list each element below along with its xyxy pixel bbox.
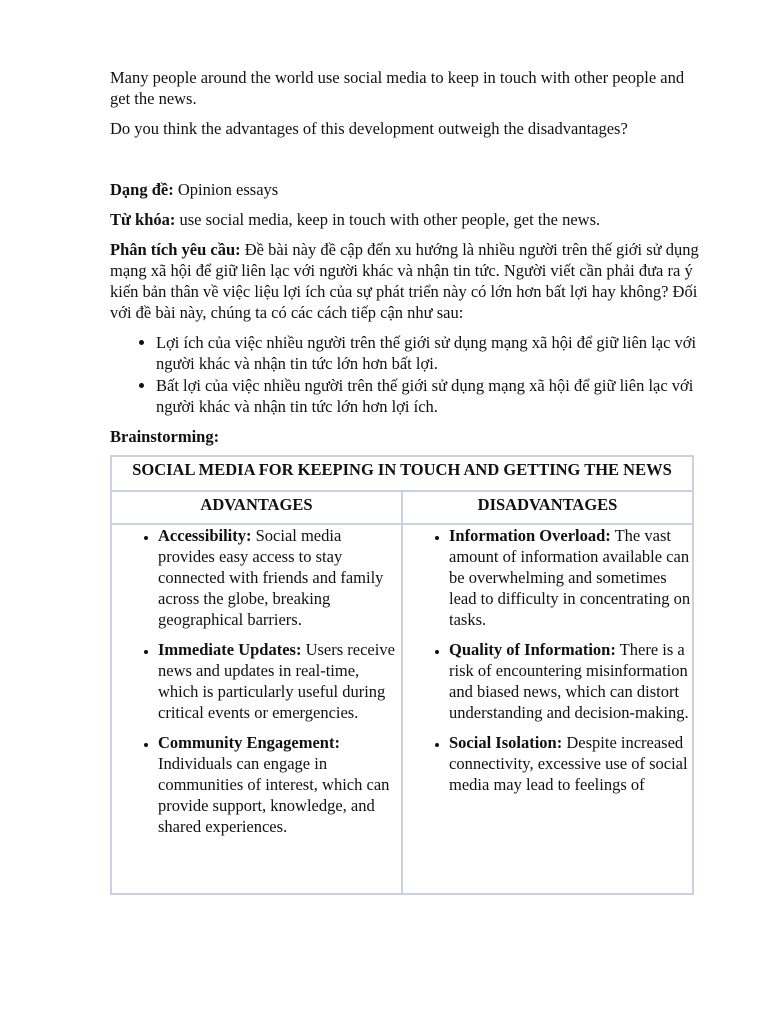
prompt-line-1: Many people around the world use social media to keep in touch with other people and get the news. [110,68,685,108]
advantage-label: Accessibility: [158,526,252,545]
essay-type-value: Opinion essays [173,180,279,199]
advantage-item [158,525,395,630]
advantages-header: ADVANTAGES [111,491,402,524]
disadvantage-text: Despite increased connectivity, excessive use of social media may lead to feelings of [449,733,688,794]
list-item: • Bất lợi của việc nhiều người trên thế giới sử dụng mạng xã hội để giữ liên lạc với người khác và nhận tin tức lớn hơn lợi ích. [156,375,700,417]
advantage-label: Community Engagement: [158,733,340,752]
analysis [110,239,700,323]
keywords-value: use social media, keep in touch with other people, get the news. [175,210,601,229]
advantage-text: Individuals can engage in communities of interest, which can provide support, knowledge, and shared experiences. [158,754,390,836]
analysis-value: Đề bài này đề cập đến xu hướng là nhiều người trên thế giới sử dụng mạng xã hội để giữ liên lạc với người khác và nhận tin tức. Người viết cần phải đưa ra ý kiến bản thân về việc liệu lợi ích của sự phát triển này có lớn hơn bất lợi hay không? Đối với đề bài này, chúng ta có các cách tiếp cận như sau: [110,240,699,322]
advantage-text: Social media provides easy access to stay connected with friends and family across the globe, breaking geographical barriers. [158,526,384,629]
disadvantage-label: Information Overload: [449,526,611,545]
analysis-label: Phân tích yêu cầu: [110,240,241,259]
disadvantage-item [449,639,692,723]
advantage-label: Immediate Updates: [158,640,302,659]
disadvantages-header: DISADVANTAGES [402,491,693,524]
disadvantages-cell [402,524,693,894]
disadvantage-text: The vast amount of information available can be overwhelming and sometimes lead to difficulty in concentrating on tasks. [449,526,691,629]
disadvantage-label: Social Isolation: [449,733,563,752]
advantage-text: Users receive news and updates in real-time, which is particularly useful during critical events or emergencies. [158,640,395,722]
brainstorming-table [110,455,694,895]
document-content [110,67,700,895]
advantages-list [112,525,401,837]
keywords-label: Từ khóa: [110,210,176,229]
essay-type [110,179,700,200]
disadvantage-label: Quality of Information: [449,640,616,659]
disadvantages-list [403,525,692,795]
advantage-item [158,639,395,723]
disadvantage-item [449,525,692,630]
advantage-item [158,732,395,837]
approach-list [110,332,700,417]
keywords [110,209,700,230]
list-item: • Lợi ích của việc nhiều người trên thế giới sử dụng mạng xã hội để giữ liên lạc với người khác và nhận tin tức lớn hơn bất lợi. [156,332,700,374]
essay-type-label: Dạng đề: [110,180,174,199]
brainstorming-heading: Brainstorming: [110,427,220,446]
disadvantage-text: There is a risk of encountering misinformation and biased news, which can distort understanding and decision-making. [449,640,689,722]
prompt-line-2: Do you think the advantages of this development outweigh the disadvantages? [110,119,628,138]
table-title: SOCIAL MEDIA FOR KEEPING IN TOUCH AND GETTING THE NEWS [111,456,693,491]
advantages-cell [111,524,402,894]
disadvantage-item [449,732,692,795]
